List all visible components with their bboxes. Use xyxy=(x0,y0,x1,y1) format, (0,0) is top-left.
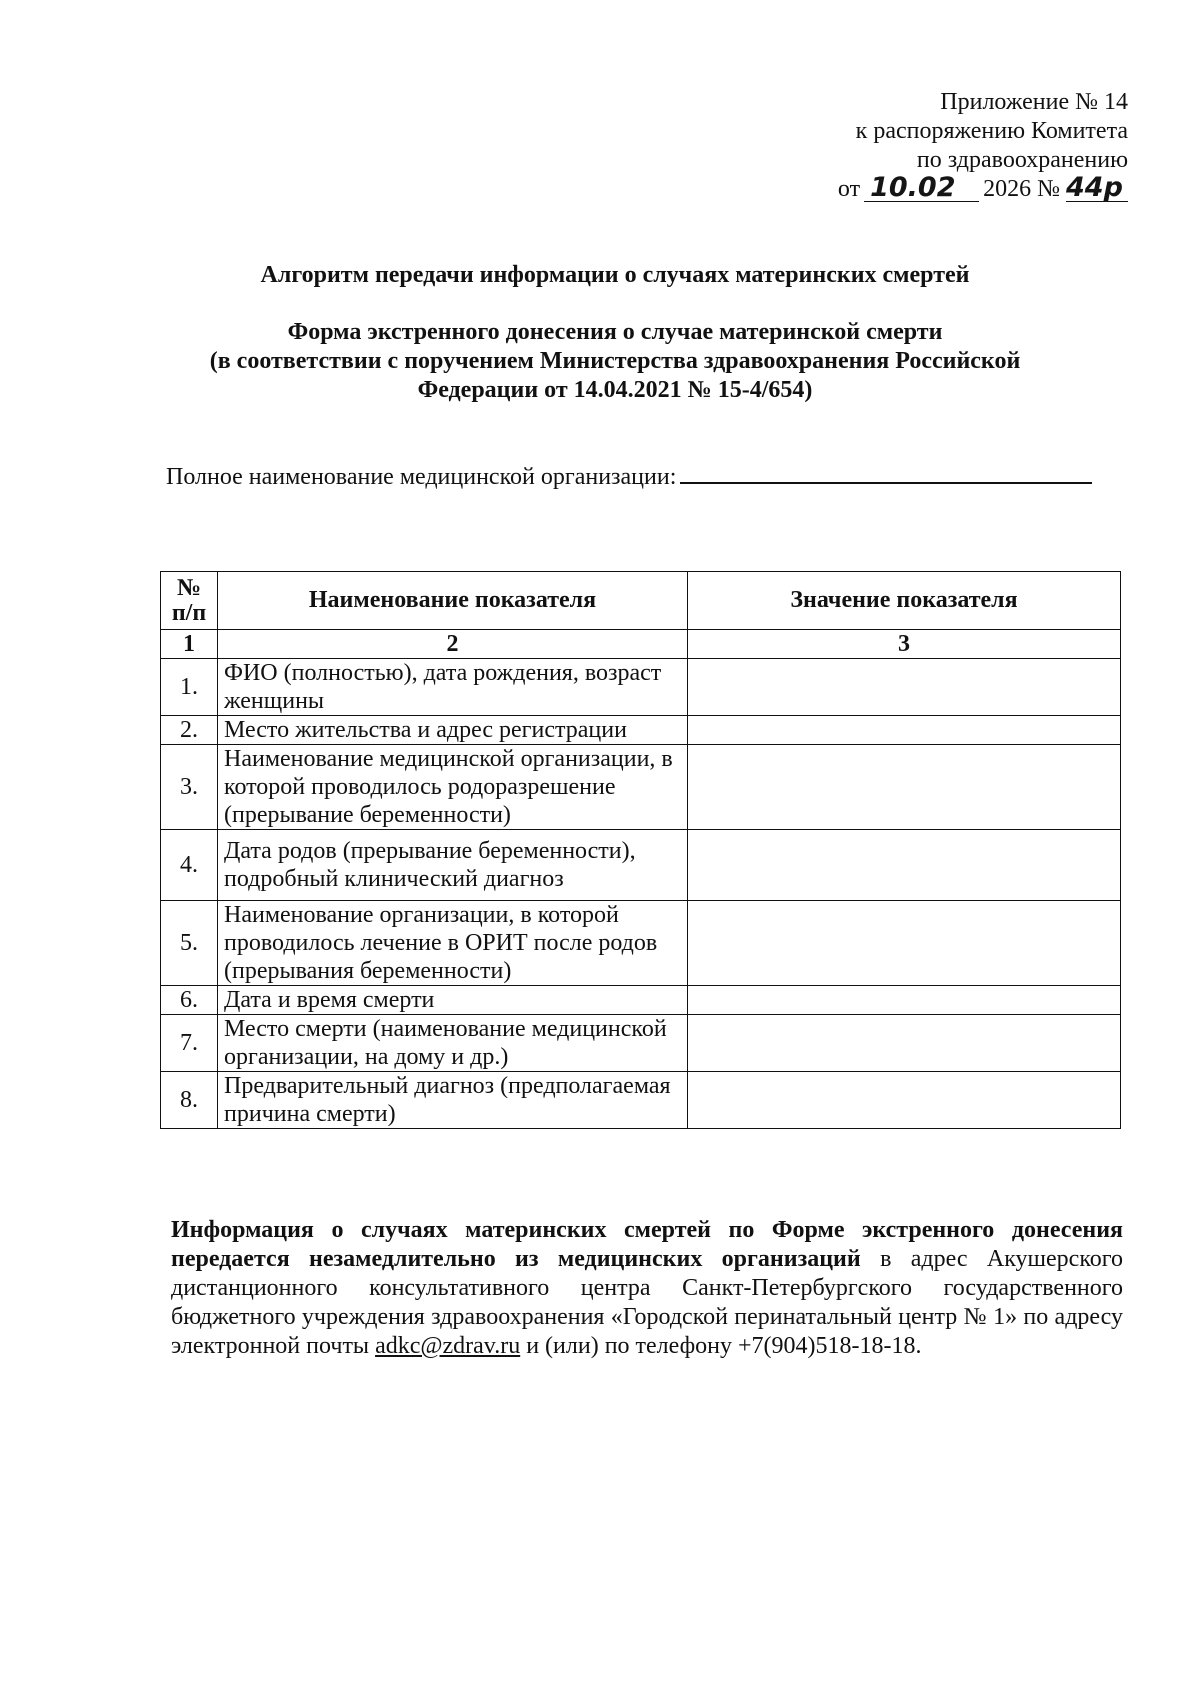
note-tail: и (или) по телефону +7(904)518-18-18. xyxy=(526,1333,922,1359)
indicator-name: ФИО (полностью), дата рождения, возраст женщины xyxy=(218,659,688,716)
annex-year: 2026 № xyxy=(983,176,1060,202)
annex-line-3: по здравоохранению xyxy=(916,147,1128,173)
annex-line-2: к распоряжению Комитета xyxy=(855,118,1128,144)
row-number: 3. xyxy=(161,745,218,830)
table-row xyxy=(161,1015,1121,1072)
email-link[interactable]: adkc@zdrav.ru xyxy=(375,1333,521,1359)
form-title-line-2: (в соответствии с поручением Министерства здравоохранения Российской xyxy=(209,348,1021,374)
indicator-value-cell[interactable] xyxy=(688,1072,1121,1129)
handwritten-date: 10.02 xyxy=(864,175,979,202)
header-value: Значение показателя xyxy=(688,572,1121,630)
indicator-name: Наименование медицинской организации, в которой проводилось родоразрешение (прерывание беременности) xyxy=(218,745,688,830)
document-title: Алгоритм передачи информации о случаях материнских смертей xyxy=(260,262,970,288)
info-note xyxy=(171,1216,1123,1361)
table-row xyxy=(161,986,1121,1015)
indicator-name: Место смерти (наименование медицинской организации, на дому и др.) xyxy=(218,1015,688,1072)
row-number: 4. xyxy=(161,830,218,901)
org-name-field xyxy=(166,462,1092,492)
row-number: 8. xyxy=(161,1072,218,1129)
indicator-name: Предварительный диагноз (предполагаемая причина смерти) xyxy=(218,1072,688,1129)
header-num: № п/п xyxy=(161,572,218,630)
form-title-line-1: Форма экстренного донесения о случае материнской смерти xyxy=(287,319,943,345)
indicator-value-cell[interactable] xyxy=(688,716,1121,745)
table-row xyxy=(161,901,1121,986)
table-header-row xyxy=(161,572,1121,630)
note-bold-text: Информация о случаях материнских смертей по Форме экстренного донесения передается незамедлительно из медицинских организаций xyxy=(171,1217,1123,1272)
form-title-line-3: Федерации от 14.04.2021 № 15-4/654) xyxy=(417,377,813,403)
column-number: 3 xyxy=(688,630,1121,659)
date-prefix: от xyxy=(837,176,861,202)
table-row xyxy=(161,716,1121,745)
row-number: 5. xyxy=(161,901,218,986)
column-number-row xyxy=(161,630,1121,659)
org-name-label: Полное наименование медицинской организации: xyxy=(166,464,677,490)
row-number: 6. xyxy=(161,986,218,1015)
indicator-value-cell[interactable] xyxy=(688,986,1121,1015)
report-form-table xyxy=(160,571,1121,1129)
table-row xyxy=(161,830,1121,901)
header-name: Наименование показателя xyxy=(218,572,688,630)
indicator-value-cell[interactable] xyxy=(688,659,1121,716)
indicator-value-cell[interactable] xyxy=(688,745,1121,830)
annex-line-1: Приложение № 14 xyxy=(940,89,1128,115)
org-name-blank[interactable] xyxy=(680,462,1092,484)
form-title xyxy=(160,318,1070,405)
indicator-name: Наименование организации, в которой проводилось лечение в ОРИТ после родов (прерывания беременности) xyxy=(218,901,688,986)
table-row xyxy=(161,745,1121,830)
handwritten-number: 44р xyxy=(1066,175,1128,202)
table-row xyxy=(161,1072,1121,1129)
indicator-value-cell[interactable] xyxy=(688,901,1121,986)
row-number: 7. xyxy=(161,1015,218,1072)
annex-header xyxy=(760,88,1128,204)
column-number: 1 xyxy=(161,630,218,659)
column-number: 2 xyxy=(218,630,688,659)
indicator-value-cell[interactable] xyxy=(688,830,1121,901)
table-row xyxy=(161,659,1121,716)
note-text: в адрес Акушерского дистанционного консультативного центра Санкт-Петербургского государственного бюджетного учреждения здравоохранения «Городской перинатальный центр № 1» по адресу электронной почты xyxy=(171,1246,1124,1359)
indicator-name: Дата и время смерти xyxy=(218,986,688,1015)
indicator-value-cell[interactable] xyxy=(688,1015,1121,1072)
indicator-name: Место жительства и адрес регистрации xyxy=(218,716,688,745)
annex-date-line xyxy=(760,172,1128,204)
row-number: 1. xyxy=(161,659,218,716)
row-number: 2. xyxy=(161,716,218,745)
indicator-name: Дата родов (прерывание беременности), подробный клинический диагноз xyxy=(218,830,688,901)
